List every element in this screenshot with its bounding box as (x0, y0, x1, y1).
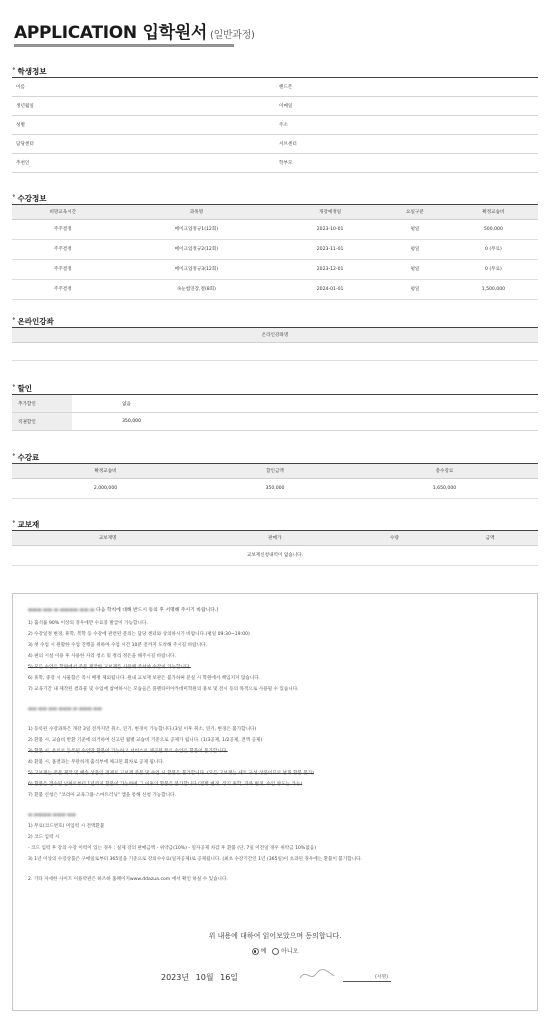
terms-item: 2) 수강일정 변경, 휴학, 복학 등 수강에 관련된 문의는 담당 센터와 상의하시기 바랍니다.(평일 09:30~19:00) (28, 632, 250, 637)
date-year: 2023년 (161, 973, 190, 982)
online-course-empty-row (12, 342, 538, 360)
title-text: APPLICATION 입학원서 (14, 23, 207, 43)
table-cell: 메이크업정규1(12회) (114, 219, 280, 239)
table-row (12, 239, 538, 259)
terms-item: 1) 등록된 수강과목은 개강 3일 전까지만 취소, 연기, 변경이 가능합니다.(3일 이후 취소, 연기, 변경은 불가합니다) (28, 727, 257, 732)
table-cell: 500,000 (449, 219, 538, 239)
online-course-header: 온라인강좌명 (12, 328, 538, 342)
materials-table (12, 531, 538, 566)
tuition-header: 할인금액 (199, 464, 351, 478)
field-value (79, 135, 275, 153)
tuition-header: 확정교습비 (12, 464, 199, 478)
student-info-row (12, 78, 538, 97)
section-title: ˚ 수강정보 (12, 194, 47, 203)
materials-header: 금액 (442, 531, 538, 545)
materials-header: 교보재명 (12, 531, 203, 545)
student-info-row (12, 116, 538, 135)
field-label: 생년월일 (16, 104, 34, 109)
section-title: ˚ 학생정보 (12, 67, 47, 76)
title-underline (14, 44, 234, 47)
terms-refund-list (28, 724, 522, 801)
materials-section (12, 519, 538, 566)
agreement-options (13, 946, 537, 955)
table-cell: 주주결정 (12, 259, 114, 279)
agreement-question: 위 내용에 대하여 읽어보았으며 동의합니다. (208, 932, 342, 940)
table-cell: 2023-10-01 (279, 219, 381, 239)
section-title: ˚ 온라인강좌 (12, 317, 54, 326)
tuition-discount: 350,000 (199, 478, 351, 498)
signature-date (161, 972, 242, 983)
signature-line (343, 981, 391, 982)
course-header: 요일구분 (381, 205, 449, 219)
table-cell: 평일 (381, 239, 449, 259)
page-header (14, 18, 255, 43)
student-info-table (12, 78, 538, 173)
terms-agreement-box (12, 593, 538, 1011)
terms-item: 3) 첫 수업 시 원활한 수업 진행을 위하여 수업 시간 10분 전까지 도착해 주시길 바랍니다. (28, 643, 207, 648)
course-info-section (12, 193, 538, 300)
discount-label: 직권할인 (12, 413, 72, 430)
terms-item: - 코드 입력 후 강의 수강 이력이 있는 경우 : 실제 강의 판매금액 - 위약금(10%) - 일자공제 차감 후 환불 (단, 7일 이전일 경우 위약금 10%없음) (28, 846, 317, 851)
course-header: 과목명 (114, 205, 280, 219)
terms-item: 6) 환불은 접수된 날짜로부터 1년까지 환불이 가능하며 그 이후의 환불은 불가합니다.(질병 변경, 장기 휴학, 과목 변경, 수업 양도는 가능) (28, 782, 303, 787)
field-value (79, 78, 275, 96)
tuition-total: 1,650,000 (351, 478, 538, 498)
date-month: 10월 (195, 973, 214, 982)
agree-yes-radio[interactable] (252, 948, 259, 955)
student-info-row (12, 154, 538, 173)
materials-header: 판매가 (203, 531, 346, 545)
materials-header: 수량 (347, 531, 443, 545)
table-cell: 메이크업정규3(12회) (114, 259, 280, 279)
table-cell: 0 (무료) (449, 259, 538, 279)
field-value (342, 154, 538, 172)
terms-subheading: ▬▬ ▬▬ ▬▬ ▬▬▬ ▬ ▬▬▬ ▬▬ (28, 707, 102, 712)
table-cell: 평일 (381, 279, 449, 299)
terms-item: 5) 모든 수업은 학원에서 주문 제작한 교보재를 사용해 주셔야 수강이 가능합니다. (28, 665, 191, 670)
terms-item: 4) 편의 시설 이용 후 사용한 자리 청소 및 정리 정돈을 해주시길 바랍니다. (28, 654, 176, 659)
field-label: 학부모 (279, 161, 293, 166)
table-cell: 속눈썹연장,컬(8회) (114, 279, 280, 299)
agree-yes-label[interactable]: 예 (260, 948, 267, 955)
title-subtitle: (일반과정) (209, 30, 255, 41)
field-value (342, 116, 538, 134)
course-header: 개강예정일 (279, 205, 381, 219)
field-value (342, 135, 538, 153)
student-info-row (12, 97, 538, 116)
field-label: 서브센터 (279, 142, 297, 147)
field-label: 추천인 (16, 161, 30, 166)
terms-item: 1) 출석률 90% 이상의 경우에만 수료증 발급이 가능합니다. (28, 621, 148, 626)
agree-no-label[interactable]: 아니오 (281, 948, 299, 955)
field-label: 성별 (16, 123, 25, 128)
terms-item: 3) 환불 시, 유료로 등록된 수업만 환불이 가능하고 서비스로 제공된 무료 수업은 환불이 불가합니다. (28, 749, 228, 754)
discount-value: 350,000 (122, 419, 141, 424)
field-value (79, 154, 275, 172)
discount-section (12, 383, 538, 431)
agree-no-radio[interactable] (272, 948, 279, 955)
terms-item: 1) 무료(코드번호) 미입력 시 전액환불 (28, 824, 105, 829)
table-cell: 주주결정 (12, 219, 114, 239)
student-info-section (12, 66, 538, 173)
terms-rules-list (28, 618, 522, 695)
terms-item: 7) 환불 신청은 "코리아 교육그룹-스마트러닝" 앱을 통해 신청 가능합니다. (28, 793, 176, 798)
terms-heading: ▬▬▬ ▬▬ ▬ ▬▬▬▬ ▬▬ ▬ 다음 학칙에 대해 반드시 동의 후 서명해 주시기 바랍니다.) (28, 608, 219, 613)
field-label: 이메일 (279, 104, 293, 109)
tuition-confirmed-fee: 2,000,000 (12, 478, 199, 498)
terms-subheading: ▬ ▬▬▬▬ ▬▬▬ ▬▬ (28, 813, 76, 818)
materials-empty-message: 교보재신청내역이 없습니다. (12, 545, 538, 565)
terms-footer-note: 2. 기타 자세한 사이트 이용약관은 하즈하 홈페이지www.ddazua.com 에서 확인 하실 수 있습니다. (28, 877, 228, 882)
signature-label: (서명) (375, 975, 389, 980)
table-row (12, 279, 538, 299)
field-value (342, 97, 538, 115)
online-course-section (12, 316, 538, 361)
field-label: 주소 (279, 123, 288, 128)
table-cell: 메이크업정규2(12회) (114, 239, 280, 259)
online-course-table (12, 328, 538, 361)
field-value (342, 78, 538, 96)
table-cell: 0 (무료) (449, 239, 538, 259)
terms-item: 6) 휴학, 중강 시 사물함은 즉시 배정 제외됩니다. 원내 교보재 보관은 불가하며 분실 시 학원에서 책임지지 않습니다. (28, 676, 261, 681)
table-cell: 1,500,000 (449, 279, 538, 299)
handwritten-signature (296, 966, 341, 984)
field-label: 핸드폰 (279, 85, 293, 90)
field-value (79, 97, 275, 115)
discount-label: 추가할인 (12, 395, 72, 412)
tuition-section (12, 452, 538, 499)
field-label: 이름 (16, 85, 25, 90)
discount-row (12, 395, 538, 413)
terms-item: 4) 환불 시, 홈결과는 무관하게 출석부에 체크된 회차로 공제 됩니다. (28, 760, 165, 765)
date-day: 16일 (220, 973, 239, 982)
page-title (14, 18, 255, 43)
student-info-row (12, 135, 538, 154)
section-title: ˚ 교보재 (12, 520, 40, 529)
table-cell: 평일 (381, 219, 449, 239)
terms-item: 3) 1년 이상의 수강상품은 구매일로부터 365일을 기준으로 강의수수료(일자공제)로 공제됩니다. (최초 수강기간인 1년 (365일)이 초과된 경우에는 환불이 불가합니다. (28, 857, 363, 862)
table-cell: 2023-12-01 (279, 259, 381, 279)
table-row (12, 259, 538, 279)
table-cell: 2023-11-01 (279, 239, 381, 259)
course-header: 확정교습비 (449, 205, 538, 219)
terms-code-refund-list (28, 821, 522, 865)
terms-item: 5) 고보재는 주문 제작 및 배송 상품인 경제로 고보재 주문 및 수업 시 환불은 불가합니다. (모든 고보재는 세트 구성 상품이므로 낱개 환불 불가) (28, 771, 314, 776)
discount-row (12, 413, 538, 431)
section-title: ˚ 수강료 (12, 453, 40, 462)
field-label: 담당센터 (16, 142, 34, 147)
table-cell: 평일 (381, 259, 449, 279)
course-table (12, 205, 538, 300)
table-row (12, 219, 538, 239)
field-value (79, 116, 275, 134)
section-title: ˚ 할인 (12, 384, 32, 393)
terms-item: 2) 환불 시, 교습비 반환 기준에 의거하여 신고된 월별 교습비 기준으로 공제가 됩니다. (1/3공제, 1/2공제, 전액 공제) (28, 738, 263, 743)
table-cell: 2024-01-01 (279, 279, 381, 299)
table-cell: 주주결정 (12, 279, 114, 299)
terms-item: 7) 교육기간 내 제작된 결과물 및 수업에 참여하시는 모습들은 플렌타미아카데미학원의 홍보 및 전시 등의 목적으로 사용될 수 있습니다. (28, 687, 299, 692)
terms-item: 2) 코드 입력 시 (28, 835, 60, 840)
tuition-header: 총수강료 (351, 464, 538, 478)
table-cell: 주주결정 (12, 239, 114, 259)
discount-value: 없음 (122, 401, 131, 407)
course-header: 희망교육시간 (12, 205, 114, 219)
tuition-table (12, 464, 538, 499)
